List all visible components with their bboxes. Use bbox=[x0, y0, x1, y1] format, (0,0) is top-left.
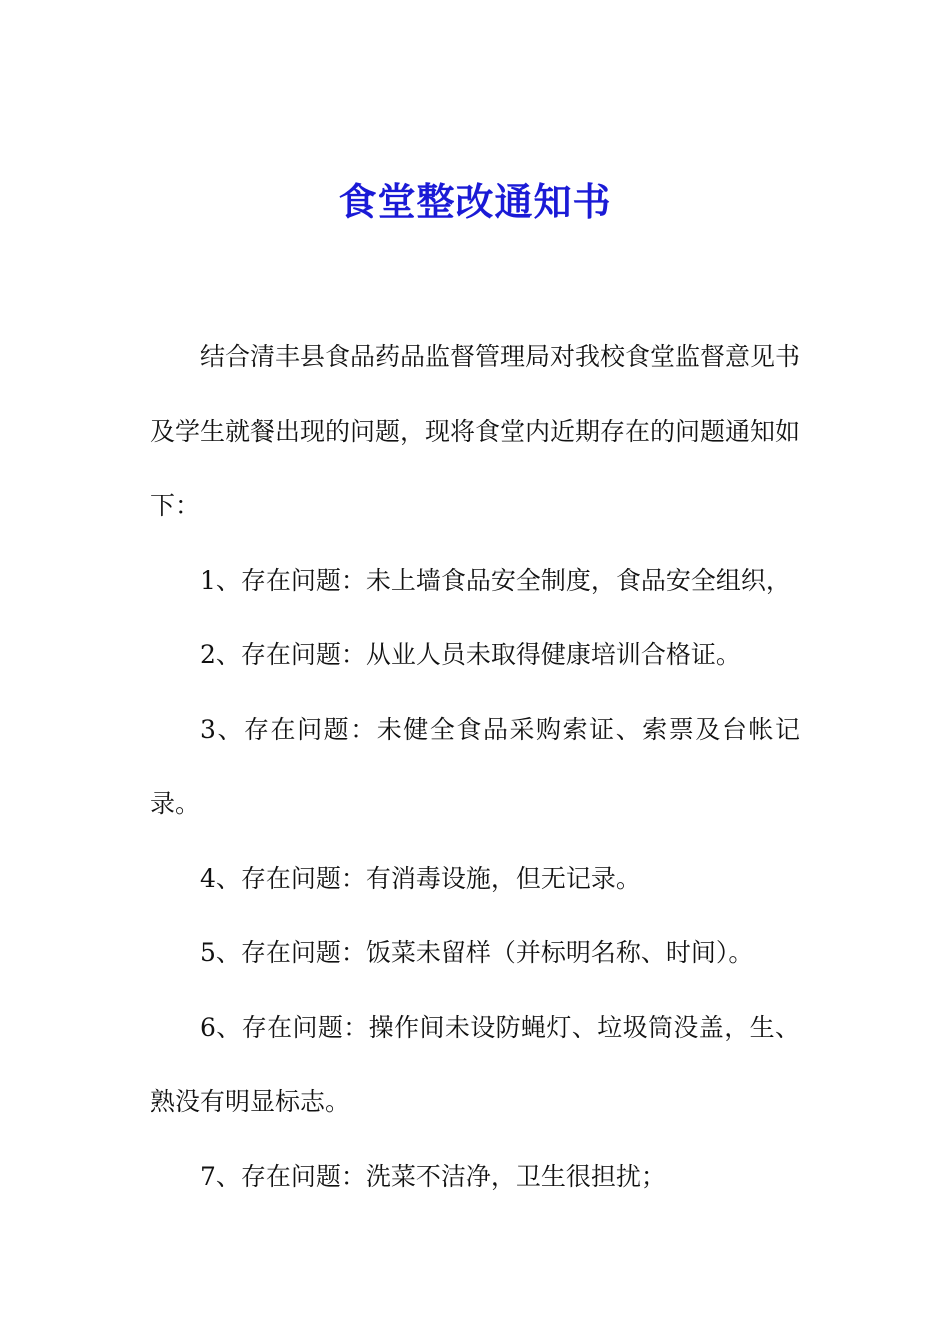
issue-item-5: 5、存在问题：饭菜未留样（并标明名称、时间）。 bbox=[200, 938, 754, 967]
issue-item-6: 6、存在问题：操作间未设防蝇灯、垃圾筒没盖，生、熟没有明显标志。 bbox=[150, 1012, 800, 1116]
issue-item-2: 2、存在问题：从业人员未取得健康培训合格证。 bbox=[200, 640, 741, 669]
issue-item-3: 3、存在问题：未健全食品采购索证、索票及台帐记录。 bbox=[150, 714, 800, 818]
intro-paragraph: 结合清丰县食品药品监督管理局对我校食堂监督意见书及学生就餐出现的问题，现将食堂内近期存在的问题通知如下： bbox=[150, 342, 801, 520]
issue-item-7: 7、存在问题：洗菜不洁净，卫生很担扰； bbox=[200, 1161, 666, 1191]
document-body bbox=[150, 320, 800, 1214]
issue-item-1: 1、存在问题：未上墙食品安全制度，食品安全组织， bbox=[200, 565, 791, 595]
issue-item-4: 4、存在问题：有消毒设施，但无记录。 bbox=[200, 863, 641, 893]
document-title: 食堂整改通知书 bbox=[338, 179, 612, 224]
